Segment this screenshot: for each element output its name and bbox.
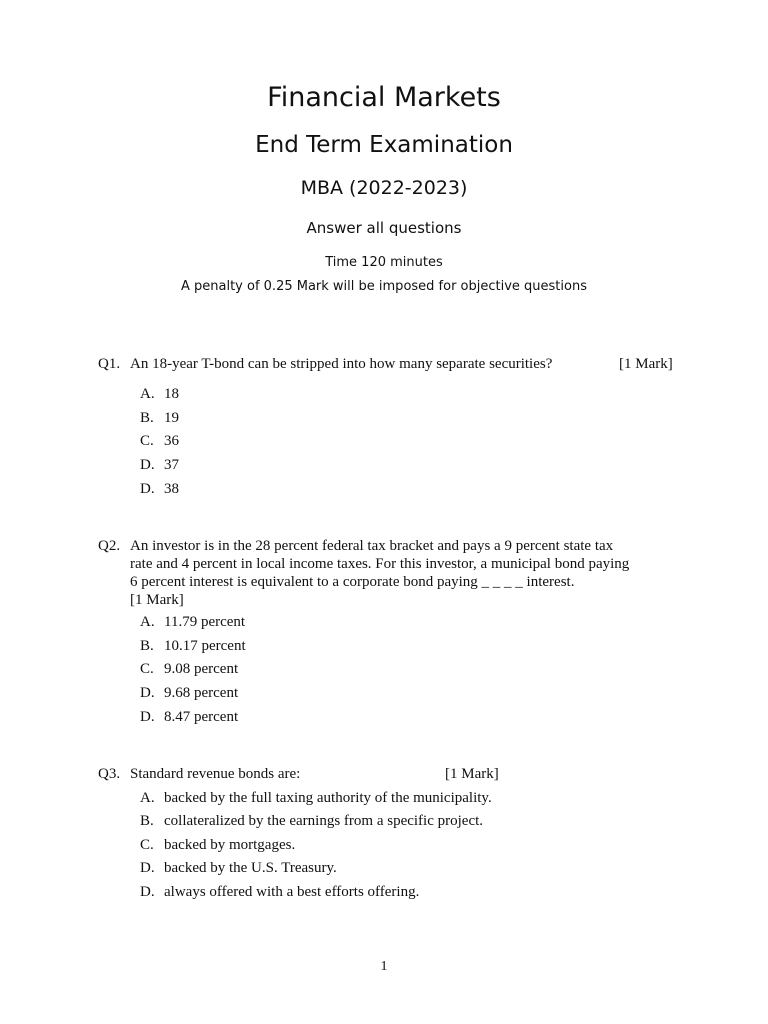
question-text: Standard revenue bonds are:: [130, 766, 301, 782]
option-item: [140, 638, 246, 655]
question-number: Q1.: [98, 356, 121, 372]
option-letter: D.: [140, 709, 155, 725]
option-item: [140, 884, 419, 901]
exam-subtitle: End Term Examination: [255, 132, 513, 158]
option-text: backed by mortgages.: [164, 837, 296, 853]
option-item: [140, 709, 238, 726]
option-text: 19: [164, 410, 179, 426]
question-text-line: An investor is in the 28 percent federal tax bracket and pays a 9 percent state tax: [130, 538, 614, 554]
penalty-note: A penalty of 0.25 Mark will be imposed for objective questions: [180, 279, 587, 294]
option-text: 36: [164, 433, 179, 449]
question-text-line: 6 percent interest is equivalent to a corporate bond paying _ _ _ _ interest.: [130, 574, 575, 590]
option-item: [140, 837, 295, 854]
option-text: backed by the U.S. Treasury.: [164, 860, 337, 876]
option-letter: A.: [140, 614, 155, 630]
option-text: 10.17 percent: [164, 638, 246, 654]
option-item: [140, 410, 179, 427]
option-letter: D.: [140, 481, 155, 497]
option-letter: D.: [140, 457, 155, 473]
option-text: 37: [164, 457, 179, 473]
question-text: An 18-year T-bond can be stripped into how many separate securities?: [130, 356, 553, 372]
option-item: [140, 614, 245, 631]
instruction-text: Answer all questions: [306, 219, 462, 237]
option-letter: C.: [140, 837, 154, 853]
option-letter: B.: [140, 410, 154, 426]
option-item: [140, 813, 483, 830]
option-item: [140, 860, 337, 877]
option-letter: D.: [140, 685, 155, 701]
option-item: [140, 433, 179, 450]
question-text-line: rate and 4 percent in local income taxes. For this investor, a municipal bond paying: [130, 556, 630, 572]
option-text: 18: [164, 386, 179, 402]
option-letter: D.: [140, 860, 155, 876]
option-letter: A.: [140, 790, 155, 806]
option-item: [140, 685, 238, 702]
option-text: always offered with a best efforts offering.: [164, 884, 420, 900]
option-letter: C.: [140, 661, 154, 677]
option-text: 8.47 percent: [164, 709, 239, 725]
option-text: 38: [164, 481, 179, 497]
option-item: [140, 457, 179, 474]
option-text: 9.08 percent: [164, 661, 239, 677]
question-number: Q3.: [98, 766, 121, 782]
option-text: 9.68 percent: [164, 685, 239, 701]
option-letter: C.: [140, 433, 154, 449]
option-letter: A.: [140, 386, 155, 402]
option-text: collateralized by the earnings from a specific project.: [164, 813, 484, 829]
page-number: 1: [380, 959, 388, 974]
option-item: [140, 386, 179, 403]
option-letter: D.: [140, 884, 155, 900]
question-mark: [1 Mark]: [130, 592, 184, 608]
option-text: backed by the full taxing authority of the municipality.: [164, 790, 492, 806]
question-mark: [1 Mark]: [619, 356, 673, 372]
exam-title: Financial Markets: [267, 82, 501, 113]
option-item: [140, 481, 179, 498]
option-text: 11.79 percent: [164, 614, 246, 630]
option-item: [140, 790, 492, 807]
option-letter: B.: [140, 638, 154, 654]
option-item: [140, 661, 238, 678]
program-label: MBA (2022-2023): [300, 177, 468, 199]
time-limit-text: Time 120 minutes: [325, 255, 443, 270]
question-number: Q2.: [98, 538, 121, 554]
question-mark: [1 Mark]: [445, 766, 499, 782]
option-letter: B.: [140, 813, 154, 829]
